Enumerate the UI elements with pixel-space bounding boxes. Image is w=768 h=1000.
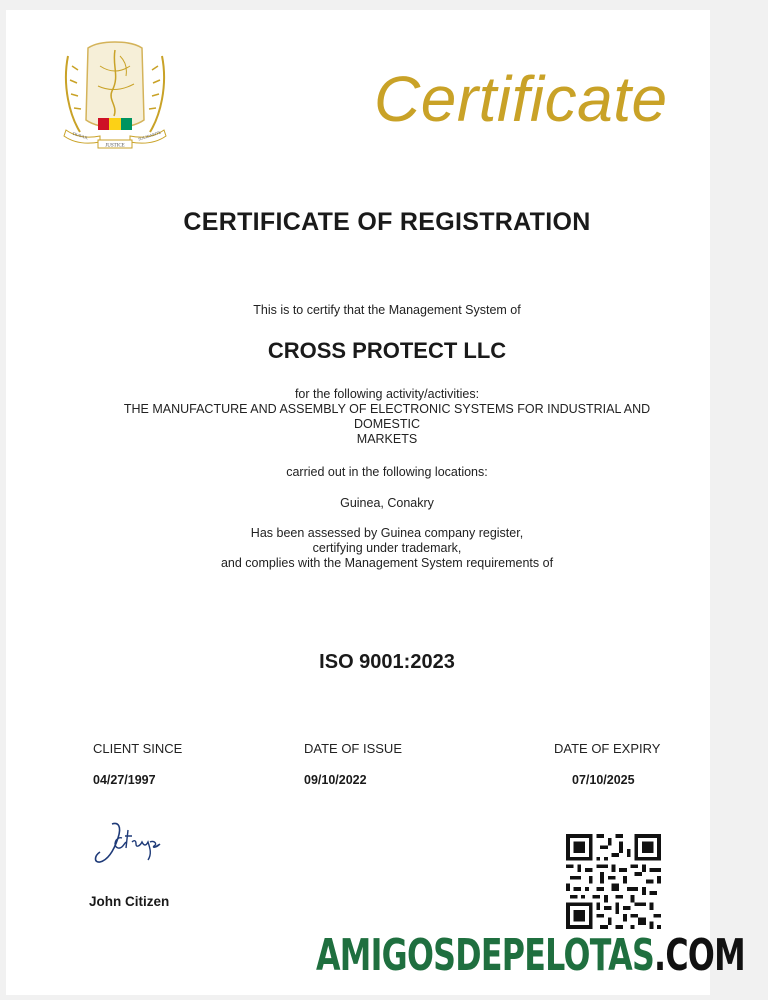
signer-name: John Citizen (89, 894, 170, 909)
certificate-heading: Certificate (374, 63, 668, 135)
watermark-tld: .COM (654, 930, 745, 981)
svg-text:TRAVAIL: TRAVAIL (71, 130, 90, 141)
watermark-main: AMIGOSDEPELOTAS (316, 930, 655, 981)
client-since-label: CLIENT SINCE (93, 741, 183, 756)
locations-intro: carried out in the following locations: (286, 465, 488, 479)
certificate-title: CERTIFICATE OF REGISTRATION (183, 208, 591, 236)
coat-of-arms-icon (60, 36, 170, 154)
activity-intro: for the following activity/activities: (294, 387, 480, 401)
date-of-expiry-value: 07/10/2025 (572, 773, 635, 787)
date-of-expiry-label: DATE OF EXPIRY (554, 741, 661, 756)
svg-text:SOLIDARITE: SOLIDARITE (137, 129, 162, 142)
date-of-issue-value: 09/10/2022 (304, 773, 367, 787)
watermark (316, 930, 745, 981)
date-of-issue-label: DATE OF ISSUE (304, 741, 402, 756)
activity-line: MARKETS (356, 432, 418, 446)
assessment-line: certifying under trademark, (312, 541, 462, 555)
qr-code-icon[interactable] (566, 834, 661, 929)
assessment-line: Has been assessed by Guinea company register, (250, 526, 524, 540)
iso-standard: ISO 9001:2023 (319, 651, 455, 673)
assessment-line: and complies with the Management System requirements of (220, 556, 554, 570)
signature-icon (92, 816, 172, 872)
activity-line: THE MANUFACTURE AND ASSEMBLY OF ELECTRONIC SYSTEMS FOR INDUSTRIAL AND (123, 402, 651, 416)
certify-intro: This is to certify that the Management System of (253, 303, 521, 317)
client-since-value: 04/27/1997 (93, 773, 156, 787)
svg-text:JUSTICE: JUSTICE (105, 143, 125, 149)
activity-line: DOMESTIC (354, 417, 420, 431)
company-name: CROSS PROTECT LLC (267, 338, 507, 363)
certificate-page (6, 10, 745, 995)
location: Guinea, Conakry (340, 496, 434, 510)
